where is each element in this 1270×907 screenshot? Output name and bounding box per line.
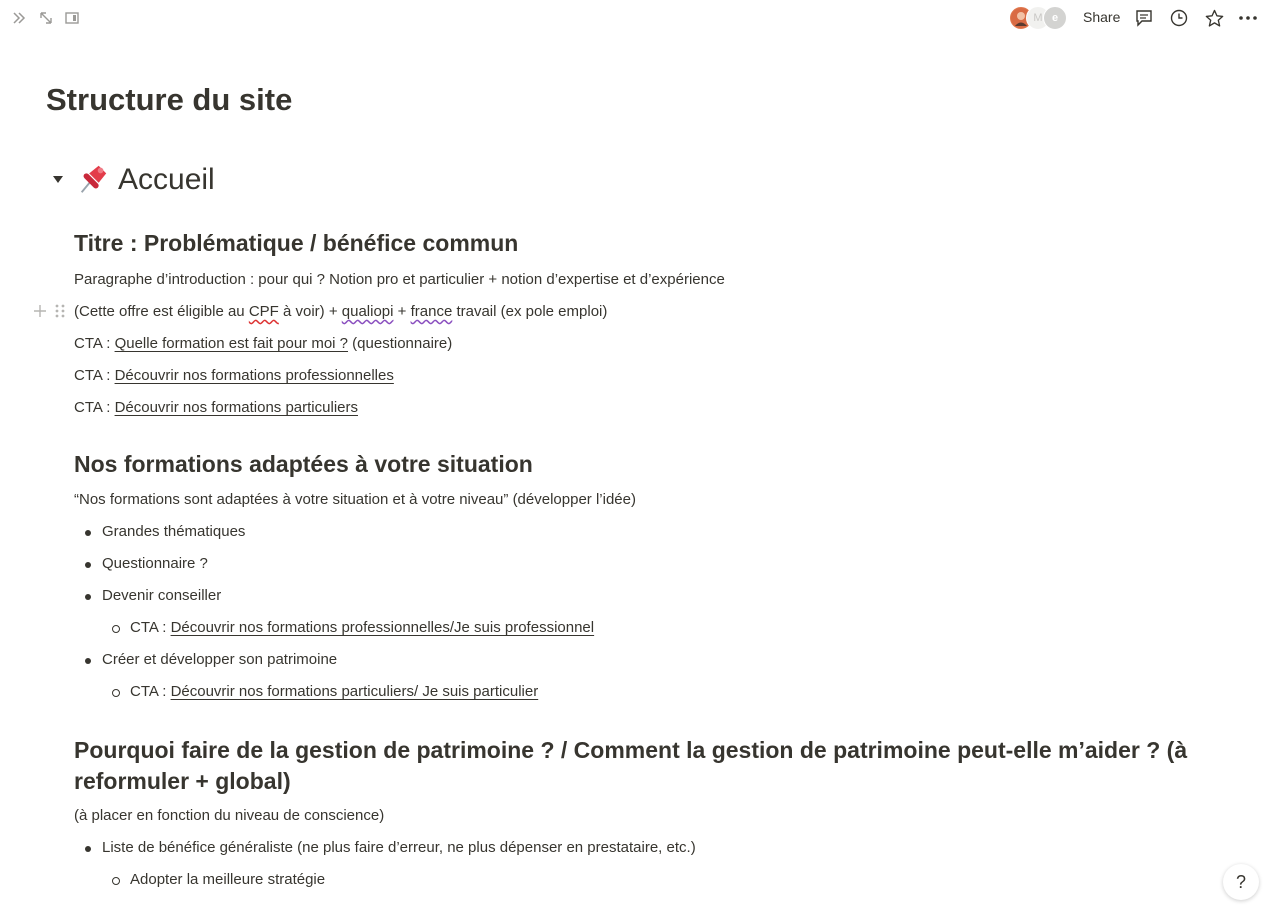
drag-handle-icon[interactable] bbox=[54, 303, 66, 324]
cta-link-particuliers[interactable]: Découvrir nos formations particuliers bbox=[114, 399, 358, 416]
quote-paragraph[interactable]: “Nos formations sont adaptées à votre situation et à votre niveau” (développer l’idée) bbox=[74, 491, 636, 508]
page-title[interactable]: Structure du site bbox=[46, 82, 293, 117]
cta-line-2 bbox=[74, 365, 394, 387]
sub-bullet-ring bbox=[112, 877, 120, 885]
avatar[interactable]: M bbox=[1026, 6, 1050, 30]
add-block-icon[interactable] bbox=[32, 303, 48, 324]
list-item[interactable]: Devenir conseiller bbox=[102, 587, 222, 604]
list-item[interactable]: Créer et développer son patrimoine bbox=[102, 651, 338, 668]
bullet-dot bbox=[85, 658, 91, 664]
cta-prefix: CTA : bbox=[130, 619, 171, 636]
heading-accueil[interactable]: Accueil bbox=[118, 163, 215, 196]
note-paragraph[interactable]: (à placer en fonction du niveau de conscience) bbox=[74, 807, 385, 824]
france-word: france bbox=[410, 303, 453, 320]
sub-bullet-ring bbox=[112, 689, 120, 697]
cta-link-professionnel[interactable]: Découvrir nos formations professionnelles/Je suis professionnel bbox=[170, 619, 595, 636]
cta-line-1 bbox=[74, 333, 452, 355]
bullet-dot bbox=[85, 594, 91, 600]
heading-pourquoi[interactable]: Pourquoi faire de la gestion de patrimoine ? / Comment la gestion de patrimoine peut-elle m’aider ? (à reformuler + global) bbox=[74, 737, 1188, 794]
cta-link-particulier[interactable]: Découvrir nos formations particuliers/ Je suis particulier bbox=[170, 683, 539, 700]
list-item[interactable]: Liste de bénéfice généraliste (ne plus faire d’erreur, ne plus dépenser en prestataire, etc.) bbox=[102, 839, 696, 856]
list-item[interactable]: Questionnaire ? bbox=[102, 555, 208, 572]
bullet-dot bbox=[85, 562, 91, 568]
qualiopi-word: qualiopi bbox=[341, 303, 394, 320]
sub-bullet-ring bbox=[112, 625, 120, 633]
cta-link-professionnelles[interactable]: Découvrir nos formations professionnelles bbox=[114, 367, 394, 384]
sub-list-item bbox=[130, 617, 594, 639]
cta-prefix: CTA : bbox=[74, 367, 115, 384]
heading-formations[interactable]: Nos formations adaptées à votre situation bbox=[74, 451, 533, 477]
bullet-dot bbox=[85, 530, 91, 536]
cta-prefix: CTA : bbox=[74, 399, 115, 416]
intro-paragraph[interactable]: Paragraphe d’introduction : pour qui ? Notion pro et particulier + notion d’expertise et d’expérience bbox=[74, 271, 725, 288]
bullet-dot bbox=[85, 846, 91, 852]
share-button[interactable]: Share bbox=[1083, 9, 1121, 25]
heading-titre[interactable]: Titre : Problématique / bénéfice commun bbox=[74, 230, 519, 256]
cta-line-3 bbox=[74, 397, 358, 419]
sub-list-item bbox=[130, 681, 538, 703]
cpf-text-1: (Cette offre est éligible au bbox=[74, 303, 249, 320]
cpf-word: CPF bbox=[248, 303, 279, 320]
toggle-block-accueil bbox=[50, 160, 650, 204]
toggle-arrow-icon[interactable] bbox=[50, 172, 66, 188]
plus-text: + bbox=[393, 303, 411, 320]
help-button[interactable]: ? bbox=[1223, 864, 1259, 900]
avatar[interactable]: e bbox=[1043, 6, 1067, 30]
pushpin-icon bbox=[76, 162, 110, 196]
cpf-paragraph[interactable] bbox=[74, 301, 607, 323]
list-item[interactable]: Grandes thématiques bbox=[102, 523, 246, 540]
cta-prefix: CTA : bbox=[130, 683, 171, 700]
cta-suffix: (questionnaire) bbox=[348, 335, 453, 352]
cpf-text-3: travail (ex pole emploi) bbox=[452, 303, 608, 320]
sub-list-item[interactable]: Adopter la meilleure stratégie bbox=[130, 871, 326, 888]
cta-prefix: CTA : bbox=[74, 335, 115, 352]
cta-link-questionnaire[interactable]: Quelle formation est fait pour moi ? bbox=[114, 335, 349, 352]
cpf-text-2: à voir) + bbox=[278, 303, 342, 320]
